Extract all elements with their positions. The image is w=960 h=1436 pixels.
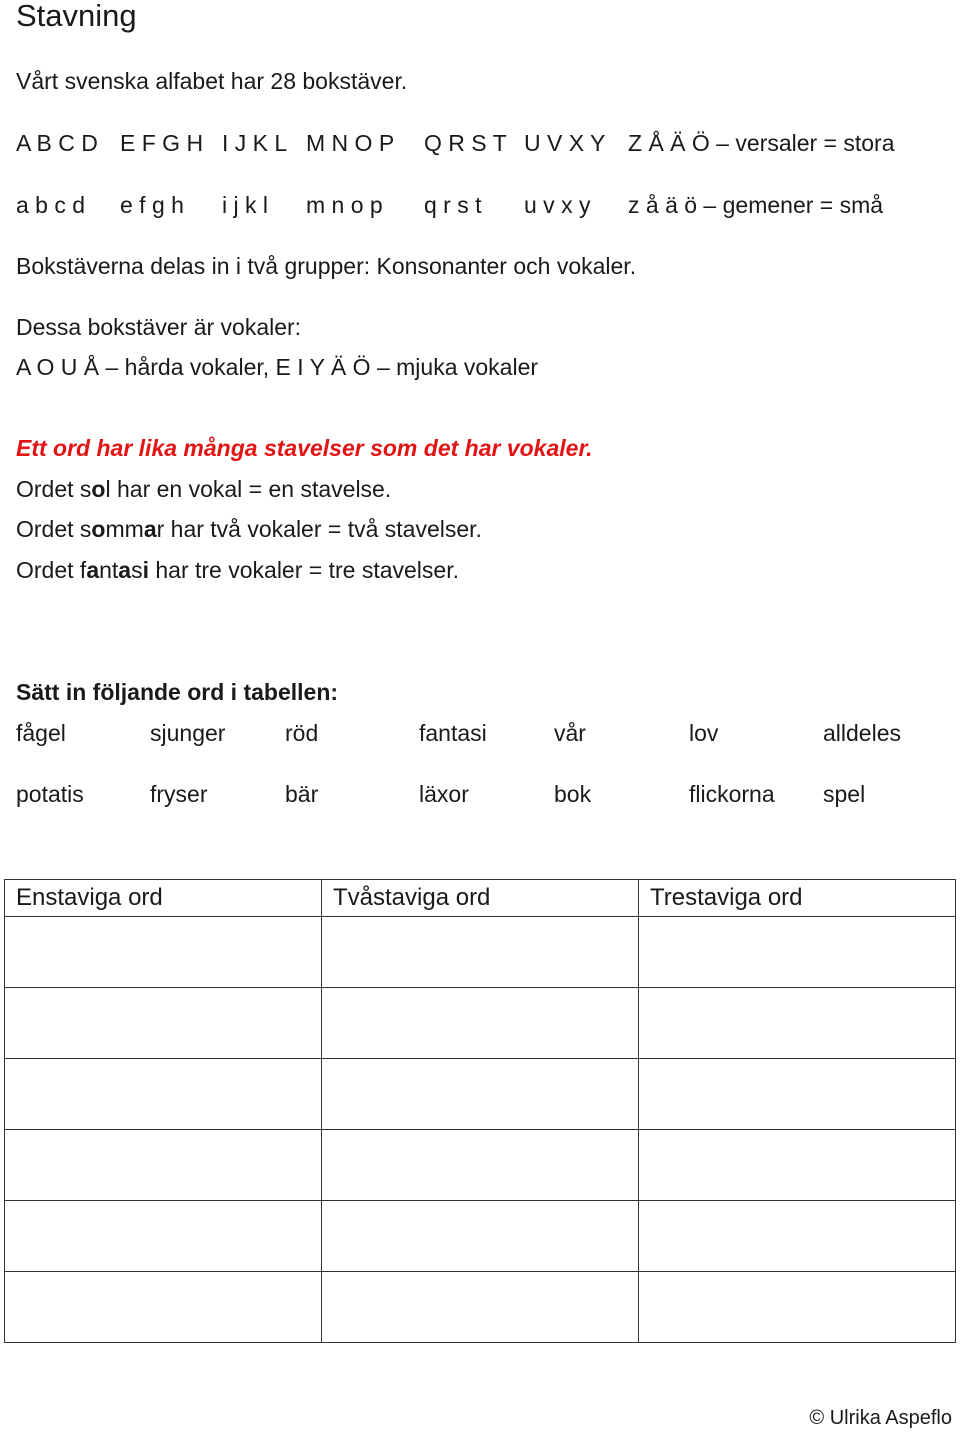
vowel-highlight: o xyxy=(91,476,106,502)
uppercase-group: M N O P xyxy=(306,130,395,156)
table-cell[interactable] xyxy=(322,988,639,1059)
table-row xyxy=(5,1272,956,1343)
lowercase-group: q r s t xyxy=(424,192,482,218)
uppercase-group: A B C D xyxy=(16,130,98,156)
example-text: har tre vokaler = tre stavelser. xyxy=(148,557,459,583)
table-row xyxy=(5,1130,956,1201)
word-item: bär xyxy=(285,781,319,807)
word-item: fågel xyxy=(16,720,66,746)
example-text: nt xyxy=(99,557,119,583)
word-item: lov xyxy=(689,720,719,746)
header-tvastaviga: Tvåstaviga ord xyxy=(322,880,639,917)
uppercase-group: E F G H xyxy=(120,130,204,156)
table-cell[interactable] xyxy=(322,1201,639,1272)
uppercase-group: U V X Y xyxy=(524,130,606,156)
table-cell[interactable] xyxy=(322,1059,639,1130)
word-item: vår xyxy=(554,720,586,746)
word-item: alldeles xyxy=(823,720,901,746)
table-cell[interactable] xyxy=(5,1059,322,1130)
lowercase-group: e f g h xyxy=(120,192,184,218)
vowel-highlight: a xyxy=(86,557,100,583)
example-line xyxy=(16,516,482,543)
example-text: Ordet s xyxy=(16,516,92,542)
table-cell[interactable] xyxy=(5,917,322,988)
table-cell[interactable] xyxy=(639,1130,956,1201)
lowercase-group: u v x y xyxy=(524,192,591,218)
groups-sentence: Bokstäverna delas in i två grupper: Konsonanter och vokaler. xyxy=(16,253,637,279)
table-row xyxy=(5,917,956,988)
example-text: Ordet f xyxy=(16,557,87,583)
lowercase-group: m n o p xyxy=(306,192,383,218)
example-line xyxy=(16,476,391,503)
word-item: flickorna xyxy=(689,781,775,807)
table-cell[interactable] xyxy=(322,917,639,988)
table-header-row xyxy=(5,880,956,917)
vowel-highlight: i xyxy=(142,557,149,583)
table-cell[interactable] xyxy=(5,1272,322,1343)
vowels-intro: Dessa bokstäver är vokaler: xyxy=(16,314,302,340)
table-row xyxy=(5,1059,956,1130)
example-text: mm xyxy=(105,516,144,542)
example-line xyxy=(16,557,459,584)
lowercase-group: z å ä ö – gemener = små xyxy=(628,192,884,218)
header-enstaviga: Enstaviga ord xyxy=(5,880,322,917)
table-cell[interactable] xyxy=(639,917,956,988)
table-cell[interactable] xyxy=(5,1201,322,1272)
example-text: l har en vokal = en stavelse. xyxy=(105,476,392,502)
example-text: s xyxy=(131,557,143,583)
vowel-highlight: a xyxy=(143,516,157,542)
copyright: © Ulrika Aspeflo xyxy=(809,1407,952,1429)
table-row xyxy=(5,988,956,1059)
table-row xyxy=(5,1201,956,1272)
rule-text: Ett ord har lika många stavelser som det har vokaler. xyxy=(16,435,593,461)
word-item: potatis xyxy=(16,781,84,807)
page-title: Stavning xyxy=(16,0,137,33)
table-cell[interactable] xyxy=(5,1130,322,1201)
lowercase-group: i j k l xyxy=(222,192,268,218)
uppercase-group: I J K L xyxy=(222,130,288,156)
table-cell[interactable] xyxy=(322,1272,639,1343)
example-text: r har två vokaler = två stavelser. xyxy=(156,516,482,542)
table-cell[interactable] xyxy=(639,1059,956,1130)
word-item: spel xyxy=(823,781,866,807)
header-trestaviga: Trestaviga ord xyxy=(639,880,956,917)
table-cell[interactable] xyxy=(5,988,322,1059)
lowercase-group: a b c d xyxy=(16,192,86,218)
table-cell[interactable] xyxy=(639,988,956,1059)
table-cell[interactable] xyxy=(639,1201,956,1272)
word-item: röd xyxy=(285,720,319,746)
word-item: bok xyxy=(554,781,592,807)
task-heading: Sätt in följande ord i tabellen: xyxy=(16,679,339,705)
word-item: fryser xyxy=(150,781,208,807)
word-item: läxor xyxy=(419,781,469,807)
example-text: Ordet s xyxy=(16,476,92,502)
table-cell[interactable] xyxy=(322,1130,639,1201)
vowel-highlight: a xyxy=(118,557,132,583)
word-item: fantasi xyxy=(419,720,487,746)
uppercase-group: Z Å Ä Ö – versaler = stora xyxy=(628,130,895,156)
word-item: sjunger xyxy=(150,720,226,746)
vowels-line: A O U Å – hårda vokaler, E I Y Ä Ö – mjuka vokaler xyxy=(16,354,539,380)
uppercase-group: Q R S T xyxy=(424,130,507,156)
intro-text: Vårt svenska alfabet har 28 bokstäver. xyxy=(16,68,408,94)
vowel-highlight: o xyxy=(91,516,106,542)
table-cell[interactable] xyxy=(639,1272,956,1343)
syllable-table xyxy=(4,879,956,1343)
